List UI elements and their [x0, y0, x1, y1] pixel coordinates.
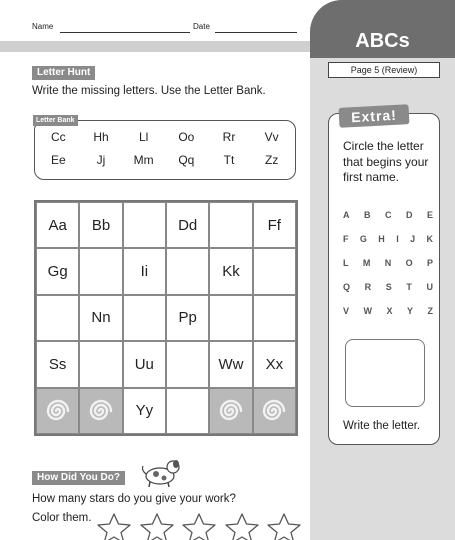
alphabet-letter[interactable]: Z [427, 306, 433, 316]
star-rating [96, 512, 302, 540]
alphabet-letter[interactable]: V [343, 306, 350, 316]
alphabet-letter[interactable]: M [362, 258, 371, 268]
letter-bank-item: Ll [138, 130, 149, 144]
alphabet-letter[interactable]: N [384, 258, 392, 268]
blank-letter-cell[interactable] [79, 248, 122, 294]
letter-cell: Aa [36, 202, 79, 248]
letter-bank-item: Hh [93, 130, 109, 144]
alphabet-letter[interactable]: A [343, 210, 350, 220]
alphabet-letter[interactable]: H [378, 234, 385, 244]
extra-card [328, 106, 440, 445]
blank-letter-cell[interactable] [209, 295, 252, 341]
letter-cell: Uu [123, 341, 166, 387]
star-icon[interactable] [181, 512, 217, 540]
alphabet-letter[interactable]: C [384, 210, 392, 220]
letter-bank-item: Zz [264, 153, 279, 167]
side-panel [310, 0, 455, 540]
letter-cell: Yy [123, 388, 166, 434]
letter-cell: Ss [36, 341, 79, 387]
letter-bank-item: Ee [50, 153, 66, 167]
swirl-icon [45, 398, 71, 424]
letter-cell: Dd [166, 202, 209, 248]
letter-bank-tag: Letter Bank [33, 115, 78, 126]
swirl-cell [79, 388, 122, 434]
letter-bank-item: Mm [133, 153, 154, 167]
swirl-cell [253, 388, 296, 434]
blank-letter-cell[interactable] [166, 248, 209, 294]
blank-letter-cell[interactable] [36, 295, 79, 341]
alphabet-row [343, 258, 433, 268]
alphabet-letter[interactable]: Y [406, 306, 413, 316]
letter-cell: Kk [209, 248, 252, 294]
star-icon[interactable] [96, 512, 132, 540]
date-field[interactable] [215, 32, 297, 33]
alphabet-row [343, 234, 433, 244]
dog-icon [140, 458, 182, 488]
alphabet-letter[interactable]: R [364, 282, 372, 292]
blank-letter-cell[interactable] [166, 341, 209, 387]
swirl-icon [88, 398, 114, 424]
alphabet-letter[interactable]: I [396, 234, 399, 244]
letter-bank-grid [37, 130, 293, 167]
letter-cell: Ww [209, 341, 252, 387]
name-label: Name [32, 22, 54, 31]
name-field[interactable] [60, 32, 190, 33]
letter-hunt-tag: Letter Hunt [32, 66, 95, 80]
alphabet-letter[interactable]: B [363, 210, 371, 220]
blank-letter-cell[interactable] [123, 202, 166, 248]
letter-cell: Gg [36, 248, 79, 294]
letter-bank-item: Qq [178, 153, 195, 167]
alphabet-letter[interactable]: G [359, 234, 367, 244]
alphabet-letter[interactable]: S [385, 282, 392, 292]
letter-bank-item: Rr [222, 130, 236, 144]
swirl-icon [218, 398, 244, 424]
alphabet-letter[interactable]: Q [343, 282, 351, 292]
blank-letter-cell[interactable] [123, 295, 166, 341]
letter-bank-item: Jj [96, 153, 106, 167]
header-band [0, 41, 312, 52]
extra-tag: Extra! [339, 104, 410, 128]
letter-cell: Ff [253, 202, 296, 248]
swirl-cell [209, 388, 252, 434]
alphabet-letter[interactable]: J [410, 234, 416, 244]
side-title-bar [310, 0, 455, 58]
alphabet-letter[interactable]: T [406, 282, 412, 292]
alphabet-letter[interactable]: E [426, 210, 433, 220]
letter-cell: Xx [253, 341, 296, 387]
page-info: Page 5 (Review) [328, 62, 440, 78]
swirl-cell [36, 388, 79, 434]
blank-letter-cell[interactable] [79, 341, 122, 387]
letter-bank-item: Vv [264, 130, 279, 144]
letter-hunt-instruction: Write the missing letters. Use the Letter Bank. [32, 85, 266, 97]
star-icon[interactable] [224, 512, 260, 540]
rating-instruction: Color them. [32, 512, 92, 524]
letter-bank-item: Oo [178, 130, 195, 144]
letter-cell: Ii [123, 248, 166, 294]
star-icon[interactable] [266, 512, 302, 540]
alphabet-letter[interactable]: L [343, 258, 349, 268]
blank-letter-cell[interactable] [253, 295, 296, 341]
letter-bank-item: Tt [223, 153, 235, 167]
alphabet-row [343, 210, 433, 220]
blank-letter-cell[interactable] [166, 388, 209, 434]
alphabet-row [343, 282, 433, 292]
write-letter-label: Write the letter. [343, 420, 421, 432]
alphabet-letter[interactable]: U [426, 282, 433, 292]
extra-instruction: Circle the letter that begins your first name. [343, 139, 429, 184]
blank-letter-cell[interactable] [209, 202, 252, 248]
star-icon[interactable] [139, 512, 175, 540]
rating-question: How many stars do you give your work? [32, 493, 236, 505]
alphabet-letter[interactable]: X [386, 306, 393, 316]
letter-cell: Bb [79, 202, 122, 248]
alphabet-row [343, 306, 433, 316]
alphabet-letter[interactable]: P [426, 258, 433, 268]
letter-bank [34, 117, 296, 180]
alphabet-letter[interactable]: W [363, 306, 372, 316]
alphabet-letter[interactable]: K [426, 234, 433, 244]
swirl-icon [261, 398, 287, 424]
alphabet-letter[interactable]: O [405, 258, 413, 268]
how-did-you-do-tag: How Did You Do? [32, 471, 125, 485]
alphabet-letter[interactable]: D [405, 210, 413, 220]
letter-cell: Nn [79, 295, 122, 341]
date-label: Date [193, 22, 210, 31]
alphabet-letter[interactable]: F [343, 234, 349, 244]
letter-bank-item: Cc [50, 130, 66, 144]
write-letter-box[interactable] [345, 339, 425, 407]
page-title: ABCs [355, 30, 410, 52]
blank-letter-cell[interactable] [253, 248, 296, 294]
letter-grid [34, 200, 298, 436]
letter-cell: Pp [166, 295, 209, 341]
